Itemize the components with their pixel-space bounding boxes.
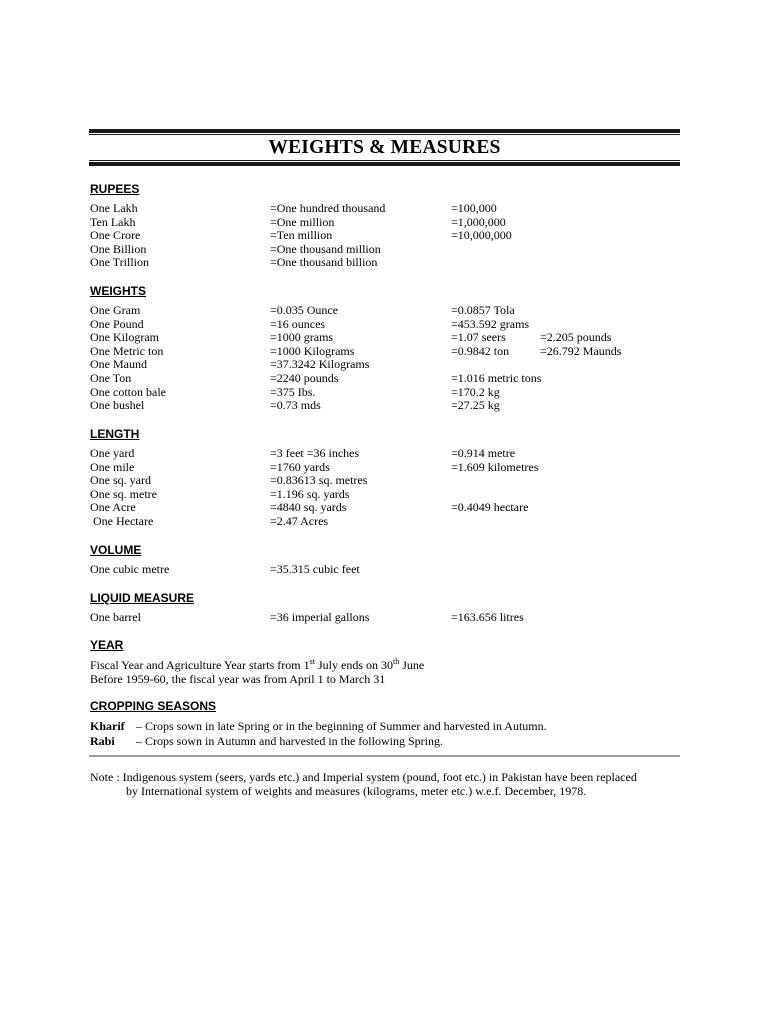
table-row — [90, 304, 680, 318]
page-title: WEIGHTS & MEASURES — [268, 137, 501, 158]
unit-label: One sq. yard — [90, 473, 151, 488]
equivalent-value: =One thousand million — [270, 241, 381, 256]
numeric-value: =27.25 kg — [451, 398, 500, 413]
equivalent-value: =37.3242 Kilograms — [270, 357, 370, 372]
equivalent-value: =1.196 sq. yards — [270, 486, 350, 501]
season-description: – Crops sown in late Spring or in the beginning of Summer and harvested in Autumn. — [136, 719, 547, 733]
superscript: th — [392, 657, 400, 666]
unit-label: One sq. metre — [90, 486, 157, 501]
season-description: – Crops sown in Autumn and harvested in the following Spring. — [136, 733, 443, 748]
unit-label: One Crore — [90, 228, 141, 243]
table-row — [90, 501, 680, 515]
unit-label: One yard — [90, 446, 135, 460]
equivalent-value: =1760 yards — [270, 459, 330, 474]
unit-label: One mile — [90, 459, 135, 474]
section-year — [90, 638, 680, 686]
equivalent-value: =One thousand billion — [270, 255, 378, 270]
section-heading: LENGTH — [90, 427, 140, 441]
unit-label: One bushel — [90, 398, 145, 413]
numeric-value: =1,000,000 — [451, 214, 506, 229]
numeric-value: =0.0857 Tola — [451, 303, 515, 317]
section-heading: RUPEES — [90, 182, 140, 196]
equivalent-value: =4840 sq. yards — [270, 500, 347, 515]
numeric-value: =1.609 kilometres — [451, 459, 539, 474]
season-term: Rabi — [90, 733, 115, 748]
table-row — [90, 386, 680, 400]
note-line-2: by International system of weights and measures (kilograms, meter etc.) w.e.f. December, 1978. — [126, 784, 587, 798]
section-heading: CROPPING SEASONS — [90, 699, 217, 713]
equivalent-value: =16 ounces — [270, 316, 326, 331]
numeric-value: =1.016 metric tons — [451, 370, 542, 385]
unit-label: One Pound — [90, 316, 144, 331]
season-term: Kharif — [90, 719, 125, 733]
section-heading: LIQUID MEASURE — [90, 591, 195, 605]
numeric-value: =10,000,000 — [451, 228, 512, 243]
unit-label: One Ton — [90, 370, 132, 385]
unit-label: Ten Lakh — [90, 214, 136, 229]
numeric-value: =163.656 litres — [451, 610, 524, 624]
numeric-value: =1.07 seers — [451, 330, 506, 345]
section-heading: WEIGHTS — [90, 284, 146, 298]
table-row — [90, 515, 680, 529]
table-row — [90, 256, 680, 270]
section-volume — [90, 543, 680, 577]
numeric-value: =453.592 grams — [451, 316, 530, 331]
table-row — [90, 331, 680, 345]
note-divider — [89, 755, 680, 757]
season-item — [90, 719, 680, 734]
section-length — [90, 427, 680, 529]
section-liquid-measure — [90, 591, 680, 625]
season-item — [90, 734, 680, 749]
equivalent-value: =2.47 Acres — [270, 513, 329, 528]
unit-label: One Billion — [90, 241, 147, 256]
numeric-value: =0.9842 ton — [451, 343, 510, 358]
extra-value: =2.205 pounds — [540, 330, 612, 345]
section-rupees — [90, 182, 680, 270]
unit-label: One Trillion — [90, 255, 150, 270]
table-row — [90, 216, 680, 230]
top-rule-thin — [89, 134, 680, 135]
unit-label: One cubic metre — [90, 562, 170, 576]
section-cropping-seasons — [90, 699, 680, 748]
table-row — [90, 243, 680, 257]
extra-value: =26.792 Maunds — [540, 343, 622, 358]
footnote — [90, 770, 680, 798]
table-row — [90, 611, 680, 625]
equivalent-value: =3 feet =36 inches — [270, 446, 360, 460]
equivalent-value: =1000 grams — [270, 330, 334, 345]
text-fragment: Fiscal Year and Agriculture Year starts from 1 — [90, 658, 310, 672]
unit-label: One barrel — [90, 610, 141, 624]
fiscal-year-line — [90, 658, 680, 672]
equivalent-value: =36 imperial gallons — [270, 610, 370, 624]
table-row — [90, 488, 680, 502]
unit-label: One Metric ton — [90, 343, 164, 358]
numeric-value: =170.2 kg — [451, 384, 500, 399]
table-row — [90, 399, 680, 413]
numeric-value: =0.4049 hectare — [451, 500, 529, 515]
table-row — [90, 372, 680, 386]
title-rule-thin — [89, 160, 680, 161]
equivalent-value: =0.035 Ounce — [270, 303, 339, 317]
equivalent-value: =1000 Kilograms — [270, 343, 355, 358]
equivalent-value: =375 Ibs. — [270, 384, 316, 399]
text-fragment: July ends on 30 — [314, 658, 393, 672]
table-row — [90, 474, 680, 488]
unit-label: One Acre — [90, 500, 136, 515]
section-weights — [90, 284, 680, 413]
unit-label: One cotton bale — [90, 384, 166, 399]
table-row — [90, 563, 680, 577]
equivalent-value: =One million — [270, 214, 335, 229]
equivalent-value: =One hundred thousand — [270, 201, 386, 215]
table-row — [90, 358, 680, 372]
equivalent-value: =0.73 mds — [270, 398, 321, 413]
title-rule-thick — [89, 162, 680, 166]
table-row — [90, 202, 680, 216]
equivalent-value: =2240 pounds — [270, 370, 339, 385]
table-row — [90, 229, 680, 243]
equivalent-value: =35.315 cubic feet — [270, 562, 360, 576]
unit-label: One Gram — [90, 303, 141, 317]
unit-label: One Lakh — [90, 201, 138, 215]
fiscal-year-history-line: Before 1959-60, the fiscal year was from April 1 to March 31 — [90, 672, 386, 686]
table-row — [90, 447, 680, 461]
table-row — [90, 318, 680, 332]
top-rule-thick — [89, 129, 680, 133]
section-heading: YEAR — [90, 638, 124, 652]
equivalent-value: =Ten million — [270, 228, 333, 243]
note-line-1: Note : Indigenous system (seers, yards etc.) and Imperial system (pound, foot etc.) in Pakistan have been replaced — [90, 770, 637, 784]
unit-label: One Maund — [90, 357, 147, 372]
superscript: st — [309, 657, 315, 666]
table-row — [90, 461, 680, 475]
text-fragment: June — [399, 658, 425, 672]
table-row — [90, 345, 680, 359]
numeric-value: =0.914 metre — [451, 446, 516, 460]
numeric-value: =100,000 — [451, 201, 497, 215]
equivalent-value: =0.83613 sq. metres — [270, 473, 368, 488]
unit-label: One Kilogram — [90, 330, 159, 345]
section-heading: VOLUME — [90, 543, 142, 557]
unit-label: One Hectare — [93, 513, 154, 528]
